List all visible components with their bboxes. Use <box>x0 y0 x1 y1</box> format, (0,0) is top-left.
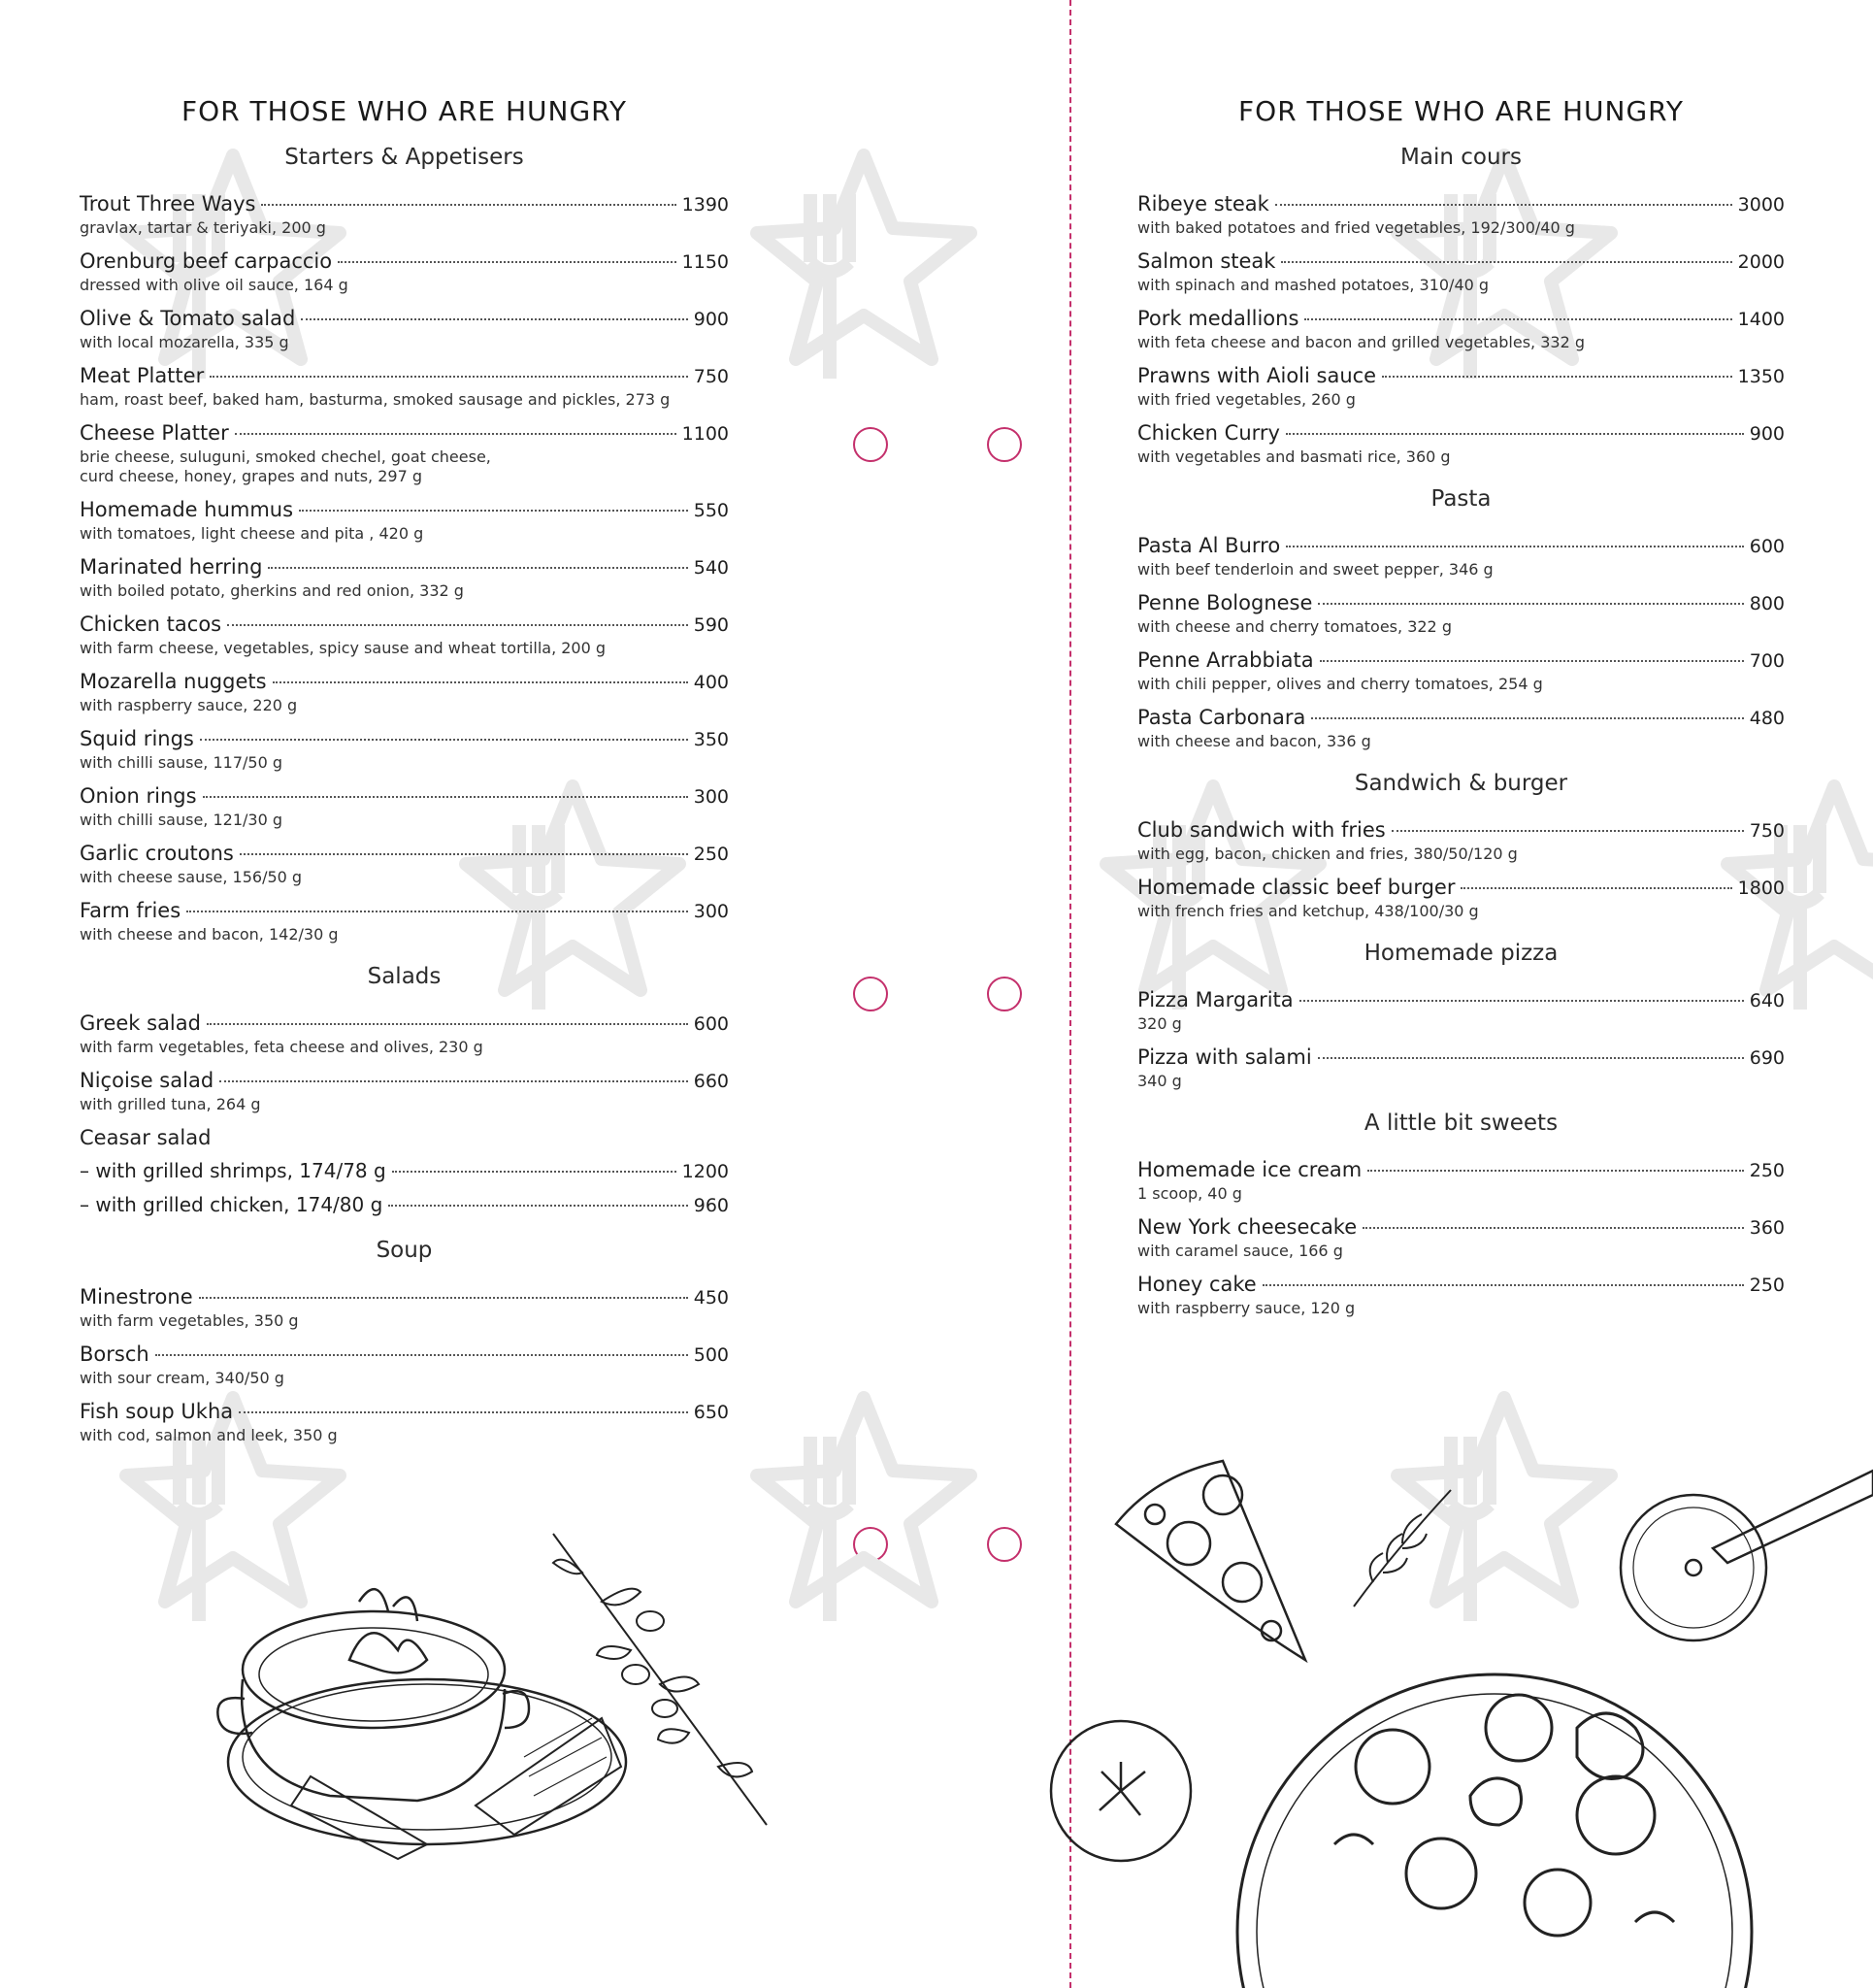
option-price: 1200 <box>681 1161 729 1182</box>
menu-item-line <box>1137 420 1785 447</box>
menu-item <box>80 306 729 352</box>
menu-item <box>1137 420 1785 467</box>
menu-item-line <box>80 1399 729 1425</box>
item-description: with cheese and cherry tomatoes, 322 g <box>1137 617 1452 636</box>
item-description: with raspberry sauce, 120 g <box>1137 1299 1356 1317</box>
item-name: Borsch <box>80 1342 149 1366</box>
menu-item-line <box>80 726 729 752</box>
menu-item-line <box>1137 306 1785 332</box>
menu-item <box>80 841 729 887</box>
menu-item <box>80 497 729 544</box>
item-name: Garlic croutons <box>80 842 234 865</box>
dot-leader <box>1263 1284 1744 1286</box>
menu-item <box>80 191 729 238</box>
item-description: brie cheese, suluguni, smoked chechel, goat cheese, curd cheese, honey, grapes and nuts, 297 g <box>80 447 491 485</box>
item-name: Penne Arrabbiata <box>1137 648 1314 672</box>
item-description: with chilli sause, 117/50 g <box>80 753 282 772</box>
menu-item <box>1137 363 1785 410</box>
option-label: – with grilled shrimps, 174/78 g <box>80 1159 386 1182</box>
tomato-illustration <box>1043 1713 1199 1869</box>
item-name: Homemade hummus <box>80 498 294 521</box>
item-price: 250 <box>693 844 729 865</box>
item-description: with sour cream, 340/50 g <box>80 1369 284 1387</box>
item-price: 300 <box>693 786 729 808</box>
dot-leader <box>273 681 688 683</box>
item-name: Meat Platter <box>80 364 205 387</box>
item-description: 1 scoop, 40 g <box>1137 1184 1242 1203</box>
menu-item-line <box>80 1125 729 1150</box>
item-name: Trout Three Ways <box>80 192 256 215</box>
dot-leader <box>392 1171 676 1173</box>
menu-item <box>80 726 729 773</box>
section-title: Pasta <box>1430 486 1492 512</box>
section-title: Homemade pizza <box>1364 941 1559 966</box>
dot-leader <box>388 1205 687 1207</box>
menu-item-line <box>80 1068 729 1094</box>
dot-leader <box>207 1023 688 1025</box>
item-price: 1800 <box>1737 878 1785 899</box>
dot-leader <box>1318 1057 1744 1059</box>
item-price: 540 <box>693 557 729 579</box>
item-name: Niçoise salad <box>80 1069 214 1092</box>
item-name: Salmon steak <box>1137 249 1276 273</box>
menu-item-line <box>1137 1214 1785 1241</box>
menu-item <box>80 1068 729 1114</box>
menu-item <box>1137 248 1785 295</box>
item-name: Mozarella nuggets <box>80 670 267 693</box>
item-description: with tomatoes, light cheese and pita , 420 g <box>80 524 424 543</box>
item-price: 800 <box>1749 593 1785 614</box>
item-price: 900 <box>693 309 729 330</box>
item-name: Marinated herring <box>80 555 263 579</box>
item-description: with farm cheese, vegetables, spicy sause and wheat tortilla, 200 g <box>80 639 607 657</box>
menu-item-line <box>80 1011 729 1037</box>
menu-item <box>80 669 729 715</box>
menu-item-line <box>1137 363 1785 389</box>
menu-item <box>1137 191 1785 238</box>
menu-item <box>1137 1157 1785 1204</box>
binder-hole <box>853 977 888 1011</box>
menu-item <box>80 1284 729 1331</box>
item-price: 750 <box>1749 820 1785 842</box>
item-name: Pasta Al Burro <box>1137 534 1281 557</box>
menu-item <box>80 612 729 658</box>
dot-leader <box>1304 318 1731 320</box>
binder-hole <box>853 1527 888 1562</box>
option-price: 960 <box>693 1195 729 1216</box>
item-description: 320 g <box>1137 1014 1182 1033</box>
item-description: with egg, bacon, chicken and fries, 380/50/120 g <box>1137 845 1518 863</box>
dot-leader <box>219 1080 688 1082</box>
item-price: 600 <box>693 1013 729 1035</box>
menu-item-line <box>1137 191 1785 217</box>
binder-hole <box>987 977 1022 1011</box>
menu-section <box>80 145 729 944</box>
item-name: Olive & Tomato salad <box>80 307 296 330</box>
item-description: with chili pepper, olives and cherry tomatoes, 254 g <box>1137 675 1543 693</box>
item-description: ham, roast beef, baked ham, basturma, smoked sausage and pickles, 273 g <box>80 390 671 409</box>
dot-leader <box>240 853 688 855</box>
item-option <box>80 1158 729 1184</box>
item-description: with chilli sause, 121/30 g <box>80 811 282 829</box>
right-menu-page <box>1137 0 1785 1338</box>
item-name: Penne Bolognese <box>1137 591 1313 614</box>
item-name: Pork medallions <box>1137 307 1299 330</box>
menu-item-line <box>1137 1157 1785 1183</box>
menu-section <box>1137 145 1785 467</box>
dot-leader <box>1363 1227 1744 1229</box>
menu-section <box>1137 486 1785 751</box>
item-price: 350 <box>693 729 729 750</box>
menu-item-line <box>80 248 729 275</box>
option-label: – with grilled chicken, 174/80 g <box>80 1193 383 1216</box>
menu-item <box>80 1399 729 1445</box>
menu-item-line <box>80 306 729 332</box>
menu-item-line <box>1137 817 1785 844</box>
item-description: with fried vegetables, 260 g <box>1137 390 1356 409</box>
item-name: Prawns with Aioli sauce <box>1137 364 1377 387</box>
item-price: 550 <box>693 500 729 521</box>
item-name: Pasta Carbonara <box>1137 706 1306 729</box>
item-name: Squid rings <box>80 727 194 750</box>
dot-leader <box>299 510 688 512</box>
menu-item <box>1137 647 1785 694</box>
item-price: 2000 <box>1737 251 1785 273</box>
olive-branch-illustration <box>543 1524 776 1835</box>
item-name: Onion rings <box>80 784 197 808</box>
dot-leader <box>210 376 688 378</box>
menu-item-line <box>80 554 729 580</box>
item-price: 480 <box>1749 708 1785 729</box>
menu-item <box>1137 817 1785 864</box>
dot-leader <box>1281 261 1731 263</box>
menu-item-line <box>1137 533 1785 559</box>
menu-section <box>1137 1110 1785 1318</box>
item-description: with grilled tuna, 264 g <box>80 1095 261 1113</box>
item-description: with baked potatoes and fried vegetables, 192/300/40 g <box>1137 218 1575 237</box>
dot-leader <box>1299 1000 1744 1002</box>
menu-title: FOR THOSE WHO ARE HUNGRY <box>1238 95 1684 127</box>
menu-item-line <box>1137 875 1785 901</box>
dot-leader <box>235 433 676 435</box>
menu-item-line <box>80 612 729 638</box>
item-name: Club sandwich with fries <box>1137 818 1386 842</box>
item-option <box>80 1192 729 1218</box>
item-name: Chicken tacos <box>80 613 222 636</box>
menu-item-line <box>1137 987 1785 1013</box>
item-name: Farm fries <box>80 899 181 922</box>
item-description: dressed with olive oil sauce, 164 g <box>80 276 348 294</box>
item-description: with feta cheese and bacon and grilled vegetables, 332 g <box>1137 333 1585 351</box>
pizza-cutter-illustration <box>1616 1461 1873 1645</box>
dot-leader <box>200 739 688 741</box>
item-description: with caramel sauce, 166 g <box>1137 1242 1343 1260</box>
dot-leader <box>261 204 675 206</box>
item-description: 340 g <box>1137 1072 1182 1090</box>
binder-hole <box>987 1527 1022 1562</box>
center-fold-line <box>1069 0 1071 1988</box>
dot-leader <box>268 567 687 569</box>
menu-item-line <box>1137 590 1785 616</box>
item-price: 690 <box>1749 1047 1785 1069</box>
section-title: Salads <box>367 964 442 989</box>
item-name: Pizza Margarita <box>1137 988 1294 1011</box>
menu-section <box>80 964 729 1218</box>
menu-section <box>1137 771 1785 921</box>
item-name: Fish soup Ukha <box>80 1400 234 1423</box>
item-price: 750 <box>693 366 729 387</box>
item-price: 400 <box>693 672 729 693</box>
item-description: with cod, salmon and leek, 350 g <box>80 1426 338 1444</box>
binder-hole <box>987 427 1022 462</box>
menu-item <box>1137 306 1785 352</box>
dot-leader <box>1286 433 1744 435</box>
menu-item <box>80 420 729 486</box>
item-price: 250 <box>1749 1160 1785 1181</box>
item-name: Minestrone <box>80 1285 193 1309</box>
dot-leader <box>1275 204 1732 206</box>
item-name: Honey cake <box>1137 1273 1257 1296</box>
watermark-logo <box>738 136 990 427</box>
item-name: Cheese Platter <box>80 421 229 445</box>
menu-item-line <box>80 783 729 810</box>
item-price: 1350 <box>1737 366 1785 387</box>
item-description: with cheese and bacon, 142/30 g <box>80 925 339 944</box>
item-description: with farm vegetables, feta cheese and olives, 230 g <box>80 1038 483 1056</box>
binder-hole <box>853 427 888 462</box>
menu-item <box>80 1342 729 1388</box>
menu-item-line <box>80 841 729 867</box>
item-name: Orenburg beef carpaccio <box>80 249 333 273</box>
pizza-slice-illustration <box>1097 1456 1310 1670</box>
item-price: 650 <box>693 1402 729 1423</box>
item-description: with local mozarella, 335 g <box>80 333 289 351</box>
item-description: with farm vegetables, 350 g <box>80 1311 299 1330</box>
item-description: with french fries and ketchup, 438/100/30 g <box>1137 902 1479 920</box>
item-description: with cheese sause, 156/50 g <box>80 868 303 886</box>
dot-leader <box>203 796 688 798</box>
item-name: Greek salad <box>80 1011 201 1035</box>
item-name: New York cheesecake <box>1137 1215 1358 1239</box>
item-price: 1400 <box>1737 309 1785 330</box>
item-description: gravlax, tartar & teriyaki, 200 g <box>80 218 326 237</box>
pizza-illustration <box>1228 1650 1761 1988</box>
menu-item <box>80 554 729 601</box>
item-description: with vegetables and basmati rice, 360 g <box>1137 447 1451 466</box>
item-name: Ribeye steak <box>1137 192 1269 215</box>
item-description: with beef tenderloin and sweet pepper, 346 g <box>1137 560 1494 579</box>
menu-title: FOR THOSE WHO ARE HUNGRY <box>181 95 627 127</box>
menu-item-ceasar <box>80 1125 729 1218</box>
menu-item <box>1137 1272 1785 1318</box>
menu-item-line <box>1137 248 1785 275</box>
dot-leader <box>239 1411 688 1413</box>
menu-item-line <box>80 420 729 447</box>
item-price: 590 <box>693 614 729 636</box>
menu-section <box>1137 941 1785 1091</box>
menu-item <box>1137 987 1785 1034</box>
dot-leader <box>301 318 687 320</box>
item-price: 360 <box>1749 1217 1785 1239</box>
menu-item <box>1137 590 1785 637</box>
menu-item-line <box>1137 705 1785 731</box>
dot-leader <box>338 261 676 263</box>
dot-leader <box>1382 376 1732 378</box>
item-price: 700 <box>1749 650 1785 672</box>
menu-item-line <box>80 1342 729 1368</box>
dot-leader <box>1461 887 1731 889</box>
menu-item <box>80 363 729 410</box>
item-description: with boiled potato, gherkins and red onion, 332 g <box>80 581 464 600</box>
item-description: with spinach and mashed potatoes, 310/40 g <box>1137 276 1490 294</box>
section-title: A little bit sweets <box>1364 1110 1559 1136</box>
dot-leader <box>155 1354 688 1356</box>
item-price: 600 <box>1749 536 1785 557</box>
menu-item <box>80 898 729 944</box>
item-price: 450 <box>693 1287 729 1309</box>
section-title: Soup <box>376 1238 433 1263</box>
section-title: Sandwich & burger <box>1354 771 1568 796</box>
menu-item-line <box>80 1284 729 1310</box>
section-title: Main cours <box>1400 145 1522 170</box>
dot-leader <box>1392 830 1744 832</box>
item-price: 500 <box>693 1344 729 1366</box>
menu-item <box>80 248 729 295</box>
menu-item <box>80 1011 729 1057</box>
section-title: Starters & Appetisers <box>284 145 524 170</box>
item-description: with cheese and bacon, 336 g <box>1137 732 1371 750</box>
dot-leader <box>199 1297 688 1299</box>
left-menu-page <box>80 0 729 1465</box>
menu-item-line <box>80 898 729 924</box>
item-price: 300 <box>693 901 729 922</box>
item-price: 250 <box>1749 1275 1785 1296</box>
menu-section <box>80 1238 729 1445</box>
item-price: 3000 <box>1737 194 1785 215</box>
herb-leaf-illustration <box>1344 1485 1461 1611</box>
menu-item <box>80 783 729 830</box>
item-price: 900 <box>1749 423 1785 445</box>
item-price: 640 <box>1749 990 1785 1011</box>
dot-leader <box>1286 546 1744 547</box>
menu-item <box>1137 533 1785 580</box>
menu-item <box>1137 1214 1785 1261</box>
menu-item-line <box>80 363 729 389</box>
dot-leader <box>1311 717 1743 719</box>
dot-leader <box>1367 1170 1744 1172</box>
item-price: 1100 <box>681 423 729 445</box>
dot-leader <box>1318 603 1743 605</box>
menu-item <box>1137 705 1785 751</box>
menu-item-line <box>1137 1272 1785 1298</box>
item-name: Homemade classic beef burger <box>1137 876 1456 899</box>
item-price: 660 <box>693 1071 729 1092</box>
item-description: with raspberry sauce, 220 g <box>80 696 298 714</box>
menu-item-line <box>1137 647 1785 674</box>
menu-item-line <box>80 669 729 695</box>
menu-item <box>1137 875 1785 921</box>
item-price: 1150 <box>681 251 729 273</box>
item-price: 1390 <box>681 194 729 215</box>
menu-item-line <box>80 497 729 523</box>
menu-item-line <box>80 191 729 217</box>
item-name: Chicken Curry <box>1137 421 1280 445</box>
dot-leader <box>227 624 688 626</box>
item-name: Pizza with salami <box>1137 1045 1312 1069</box>
menu-item-line <box>1137 1044 1785 1071</box>
item-name: Ceasar salad <box>80 1126 212 1149</box>
menu-item <box>1137 1044 1785 1091</box>
dot-leader <box>1320 660 1744 662</box>
item-name: Homemade ice cream <box>1137 1158 1363 1181</box>
dot-leader <box>186 911 688 912</box>
